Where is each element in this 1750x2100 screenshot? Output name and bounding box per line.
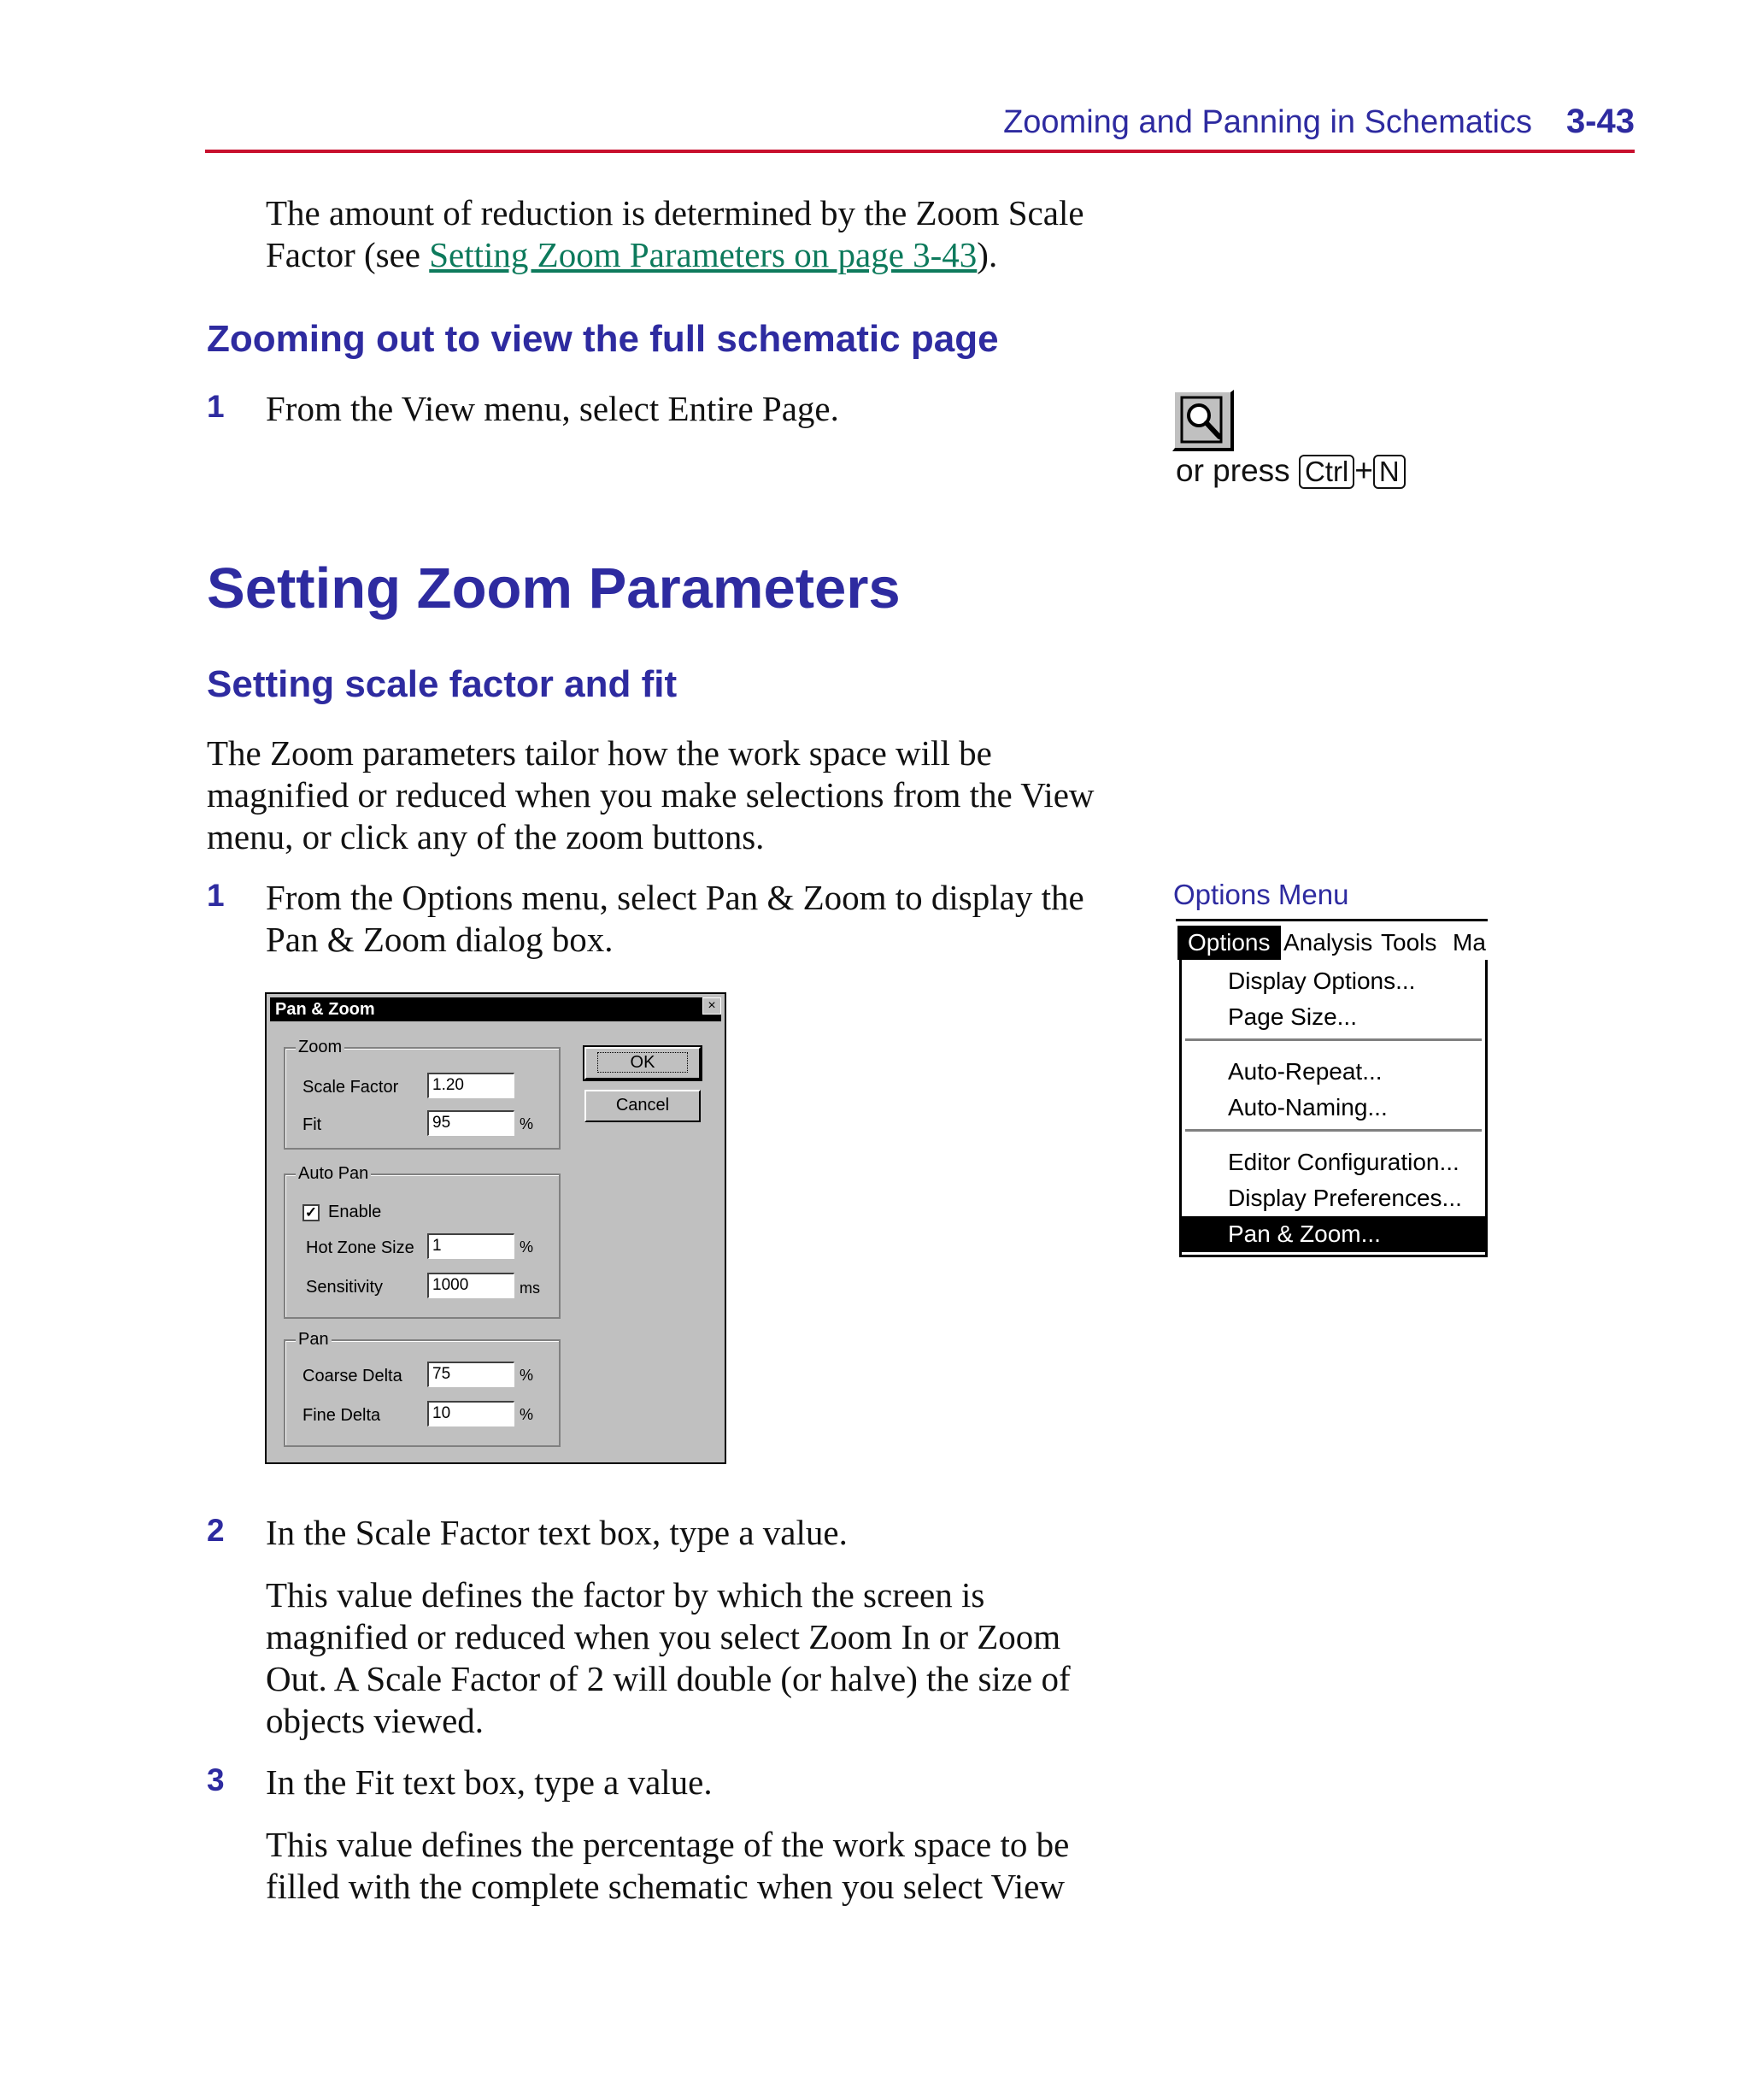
intro-text-end: ). (977, 235, 998, 274)
unit-label: % (520, 1406, 534, 1423)
menubar-options[interactable]: Options (1177, 926, 1281, 960)
menu-separator (1185, 1129, 1482, 1132)
dialog-titlebar[interactable] (270, 997, 721, 1021)
enable-checkbox[interactable]: ✓ (302, 1204, 320, 1221)
zoom-group (284, 1038, 561, 1150)
menu-item-display-options[interactable]: Display Options... (1228, 968, 1416, 994)
magnifier-icon (1175, 392, 1230, 448)
hot-zone-input[interactable]: 1 (427, 1233, 514, 1259)
shortcut-prefix: or press (1176, 453, 1290, 488)
menu-caption: Options Menu (1173, 879, 1349, 910)
fine-delta-label: Fine Delta (302, 1406, 381, 1425)
unit-label: % (520, 1115, 534, 1132)
auto-pan-group (284, 1164, 561, 1319)
running-header (205, 104, 1635, 149)
pan-group (284, 1330, 561, 1447)
sensitivity-label: Sensitivity (306, 1278, 384, 1297)
coarse-delta-input[interactable]: 75 (427, 1362, 514, 1387)
section-subheading: Setting scale factor and fit (207, 663, 678, 705)
step-text: In the Fit text box, type a value. (266, 1762, 713, 1802)
intro-text: The amount of reduction is determined by the Zoom Scale Factor (see (266, 193, 1084, 274)
enable-label: Enable (328, 1203, 382, 1221)
ctrl-key: Ctrl (1299, 455, 1354, 489)
plus-sign: + (1354, 453, 1373, 488)
page-number: 3-43 (1565, 103, 1635, 140)
step-text: From the View menu, select Entire Page. (266, 389, 839, 428)
cancel-button[interactable]: Cancel (584, 1090, 701, 1122)
menu-item-auto-repeat[interactable]: Auto-Repeat... (1228, 1058, 1383, 1085)
header-rule (205, 150, 1635, 153)
menubar-tools[interactable]: Tools (1381, 929, 1437, 956)
scale-factor-input[interactable]: 1.20 (427, 1073, 514, 1098)
group-label: Auto Pan (296, 1164, 371, 1184)
pan-zoom-dialog (265, 992, 726, 1464)
menu-item-auto-naming[interactable]: Auto-Naming... (1228, 1094, 1388, 1121)
step-number: 1 (207, 389, 225, 424)
section-intro: The Zoom parameters tailor how the work space will be magnified or reduced when you make selections from the View menu, or click any of the zoom buttons. (207, 733, 1095, 856)
menu-separator (1185, 1038, 1482, 1041)
hot-zone-label: Hot Zone Size (306, 1238, 414, 1257)
close-icon[interactable]: × (702, 997, 721, 1015)
fine-delta-input[interactable]: 10 (427, 1401, 514, 1426)
menubar (1176, 919, 1488, 960)
step-detail: This value defines the factor by which the screen is magnified or reduced when you select Zoom In or Zoom Out. A Scale Factor of 2 will double (or halve) the size of objects viewed. (266, 1575, 1071, 1740)
magnifier-page-icon[interactable] (1172, 390, 1234, 451)
step-detail: This value defines the percentage of the work space to be filled with the complete schematic when you select View (266, 1825, 1070, 1906)
step-text: In the Scale Factor text box, type a value. (266, 1513, 848, 1552)
cross-reference-link[interactable]: Setting Zoom Parameters on page 3-43 (429, 235, 978, 274)
options-menu-screenshot (1176, 919, 1488, 1257)
coarse-delta-label: Coarse Delta (302, 1367, 402, 1385)
menubar-analysis[interactable]: Analysis (1283, 929, 1373, 956)
header-title: Zooming and Panning in Schematics (1003, 104, 1532, 140)
group-label: Zoom (296, 1038, 344, 1057)
step-number: 2 (207, 1513, 225, 1548)
options-dropdown (1179, 960, 1488, 1257)
menubar-more[interactable]: Ma (1453, 929, 1486, 956)
step-number: 1 (207, 878, 225, 913)
unit-label: % (520, 1367, 534, 1384)
sensitivity-input[interactable]: 1000 (427, 1273, 514, 1298)
group-label: Pan (296, 1330, 332, 1350)
section-title: Setting Zoom Parameters (207, 556, 901, 621)
fit-input[interactable]: 95 (427, 1110, 514, 1136)
menu-item-page-size[interactable]: Page Size... (1228, 1003, 1357, 1030)
intro-paragraph (266, 192, 1129, 276)
step-text: From the Options menu, select Pan & Zoom to display the Pan & Zoom dialog box. (266, 878, 1084, 959)
menu-item-display-preferences[interactable]: Display Preferences... (1228, 1185, 1462, 1211)
ok-label: OK (597, 1052, 689, 1073)
scale-factor-label: Scale Factor (302, 1078, 399, 1097)
keyboard-shortcut (1176, 453, 1406, 489)
dialog-title: Pan & Zoom (275, 1000, 375, 1019)
ok-button[interactable] (584, 1047, 701, 1079)
n-key: N (1373, 455, 1406, 489)
unit-label: ms (520, 1279, 540, 1297)
menu-item-editor-configuration[interactable]: Editor Configuration... (1228, 1149, 1459, 1175)
fit-label: Fit (302, 1115, 322, 1134)
zoom-out-heading: Zooming out to view the full schematic page (207, 318, 999, 360)
menu-item-pan-zoom[interactable]: Pan & Zoom... (1182, 1216, 1485, 1252)
step-number: 3 (207, 1762, 225, 1797)
unit-label: % (520, 1238, 534, 1256)
